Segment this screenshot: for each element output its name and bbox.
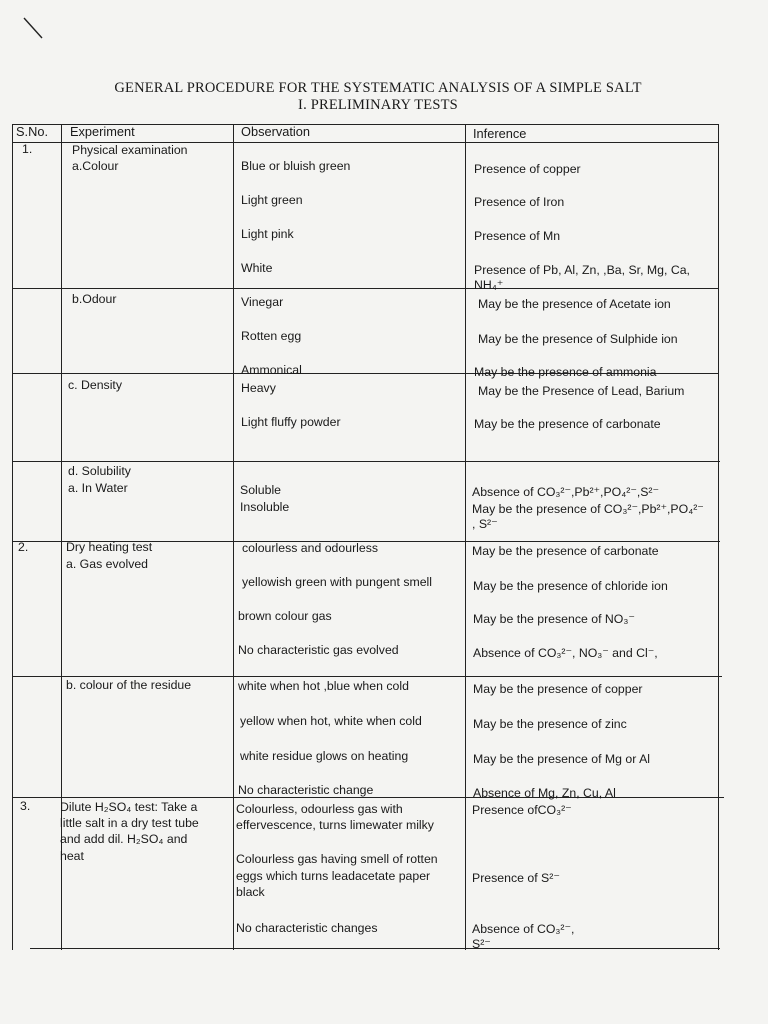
colour-obs: Light pink (241, 227, 294, 241)
residue-obs: yellow when hot, white when cold (240, 714, 422, 728)
solubility-inf: Absence of CO₃²⁻,Pb²⁺,PO₄²⁻,S²⁻ (472, 485, 660, 499)
colour-inf: Presence of Pb, Al, Zn, ,Ba, Sr, Mg, Ca, (474, 263, 690, 277)
gas-inf: May be the presence of chloride ion (473, 579, 668, 593)
density-obs: Light fluffy powder (241, 415, 341, 429)
row-density-experiment: c. Density (68, 378, 122, 392)
row-gas-experiment: a. Gas evolved (66, 557, 149, 571)
solubility-obs: Soluble (240, 483, 282, 497)
gas-inf: May be the presence of NO₃⁻ (473, 612, 635, 626)
colour-inf: Presence of Iron (474, 195, 565, 209)
section-3-title: little salt in a dry test tube (60, 816, 199, 830)
colour-inf: NH₄⁺ (474, 278, 504, 292)
odour-obs: Ammonical (241, 363, 302, 377)
residue-inf: May be the presence of zinc (473, 717, 627, 731)
colour-inf: Presence of copper (474, 162, 581, 176)
residue-inf: May be the presence of copper (473, 682, 643, 696)
odour-inf: May be the presence of Sulphide ion (478, 332, 678, 346)
header-experiment: Experiment (70, 124, 135, 139)
gas-obs: colourless and odourless (242, 541, 379, 555)
colour-obs: White (241, 261, 273, 275)
row-residue-experiment: b. colour of the residue (66, 678, 192, 692)
gas-inf: May be the presence of carbonate (472, 544, 659, 558)
residue-obs: white when hot ,blue when cold (238, 679, 409, 693)
section-2-number: 2. (18, 540, 29, 554)
row-solubility-experiment: d. Solubility (68, 464, 131, 478)
dilute-obs: Colourless gas having smell of rotten (236, 852, 438, 866)
section-1-number: 1. (22, 142, 33, 156)
dilute-obs: eggs which turns leadacetate paper (236, 869, 431, 883)
odour-obs: Vinegar (241, 295, 284, 309)
row-solubility-experiment: a. In Water (68, 481, 128, 495)
residue-inf: Absence of Mg, Zn, Cu, Al (473, 786, 616, 800)
odour-inf: May be the presence of ammonia (474, 365, 657, 379)
gas-obs: No characteristic gas evolved (238, 643, 399, 657)
section-3-title: Dilute H₂SO₄ test: Take a (60, 800, 198, 814)
row-odour-experiment: b.Odour (72, 292, 117, 306)
colour-obs: Light green (241, 193, 303, 207)
section-2-title: Dry heating test (66, 540, 153, 554)
dilute-inf: Presence ofCO₃²⁻ (472, 803, 572, 817)
dilute-obs: Colourless, odourless gas with (236, 802, 403, 816)
gas-inf: Absence of CO₃²⁻, NO₃⁻ and Cl⁻, (473, 646, 658, 660)
header-observation: Observation (241, 124, 310, 139)
dilute-inf: S²⁻ (472, 937, 491, 951)
residue-obs: white residue glows on heating (240, 749, 409, 763)
density-obs: Heavy (241, 381, 276, 395)
residue-obs: No characteristic change (238, 783, 374, 797)
colour-inf: Presence of Mn (474, 229, 561, 243)
section-3-title: and add dil. H₂SO₄ and (60, 832, 188, 846)
dilute-inf: Absence of CO₃²⁻, (472, 922, 575, 936)
solubility-inf: May be the presence of CO₃²⁻,Pb²⁺,PO₄²⁻ (472, 502, 704, 516)
solubility-obs: Insoluble (240, 500, 290, 514)
gas-obs: yellowish green with pungent smell (242, 575, 433, 589)
section-3-title: heat (60, 849, 84, 863)
odour-inf: May be the presence of Acetate ion (478, 297, 671, 311)
document-subtitle: I. PRELIMINARY TESTS (298, 97, 458, 113)
colour-obs: Blue or bluish green (241, 159, 351, 173)
density-inf: May be the presence of carbonate (474, 417, 661, 431)
gas-obs: brown colour gas (238, 609, 332, 623)
dilute-obs: No characteristic changes (236, 921, 378, 935)
header-inference: Inference (473, 126, 527, 141)
header-sno: S.No. (16, 124, 49, 139)
document-title: GENERAL PROCEDURE FOR THE SYSTEMATIC ANALYSIS OF A SIMPLE SALT (114, 80, 642, 96)
section-1-title: Physical examination (72, 143, 188, 157)
density-inf: May be the Presence of Lead, Barium (478, 384, 685, 398)
solubility-inf: , S²⁻ (472, 517, 498, 531)
dilute-inf: Presence of S²⁻ (472, 871, 560, 885)
residue-inf: May be the presence of Mg or Al (473, 752, 651, 766)
odour-obs: Rotten egg (241, 329, 302, 343)
section-3-number: 3. (20, 799, 31, 813)
row-colour-experiment: a.Colour (72, 159, 119, 173)
dilute-obs: black (236, 885, 265, 899)
dilute-obs: effervescence, turns limewater milky (236, 818, 434, 832)
